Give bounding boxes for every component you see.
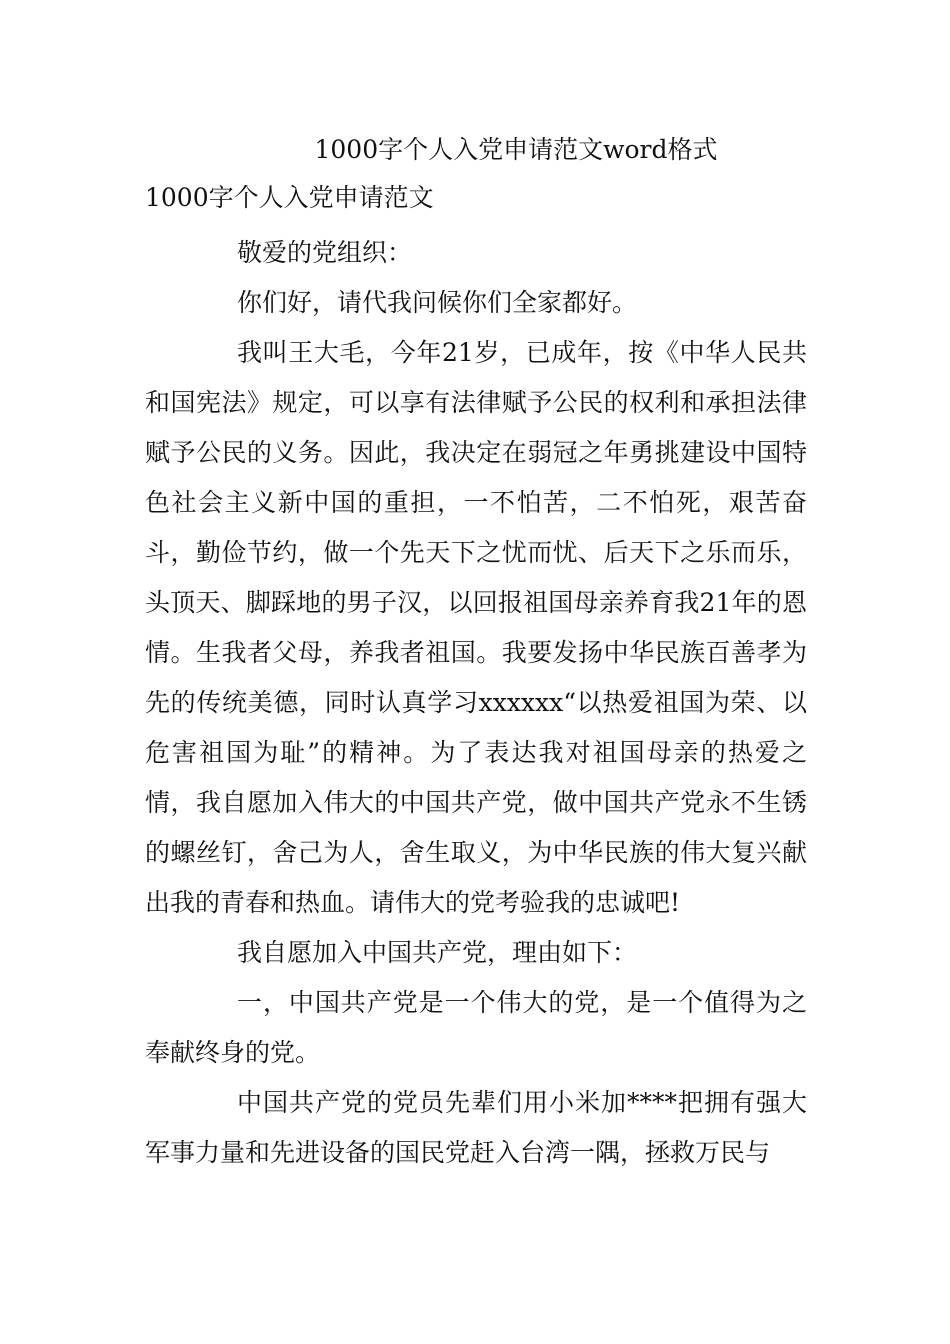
greeting-paragraph: 你们好，请代我问候你们全家都好。 [237, 288, 638, 317]
reason-one-paragraph: 一，中国共产党是一个伟大的党，是一个值得为之奉献终身的党。 [145, 988, 807, 1067]
document-subtitle: 1000字个人入党申请范文 [145, 183, 434, 212]
history-paragraph: 中国共产党的党员先辈们用小米加****把拥有强大军事力量和先进设备的国民党赶入台湾一隅，拯救万民与 [145, 1088, 807, 1167]
reasons-intro-paragraph: 我自愿加入中国共产党，理由如下： [237, 938, 638, 967]
document-title: 1000字个人入党申请范文word格式 [314, 135, 718, 164]
salutation-paragraph: 敬爱的党组织： [237, 238, 413, 267]
document-page [145, 130, 807, 1178]
body-paragraph: 我叫王大毛，今年21岁，已成年，按《中华人民共和国宪法》规定，可以享有法律赋予公民的权利和承担法律赋予公民的义务。因此，我决定在弱冠之年勇挑建设中国特色社会主义新中国的重担，一不怕苦，二不怕死，艰苦奋斗，勤俭节约，做一个先天下之忧而忧、后天下之乐而乐，头顶天、脚踩地的男子汉，以回报祖国母亲养育我21年的恩情。生我者父母，养我者祖国。我要发扬中华民族百善孝为先的传统美德，同时认真学习xxxxxx“以热爱祖国为荣、以危害祖国为耻”的精神。为了表达我对祖国母亲的热爱之情，我自愿加入伟大的中国共产党，做中国共产党永不生锈的螺丝钉，舍己为人，舍生取义，为中华民族的伟大复兴献出我的青春和热血。请伟大的党考验我的忠诚吧! [145, 338, 807, 917]
